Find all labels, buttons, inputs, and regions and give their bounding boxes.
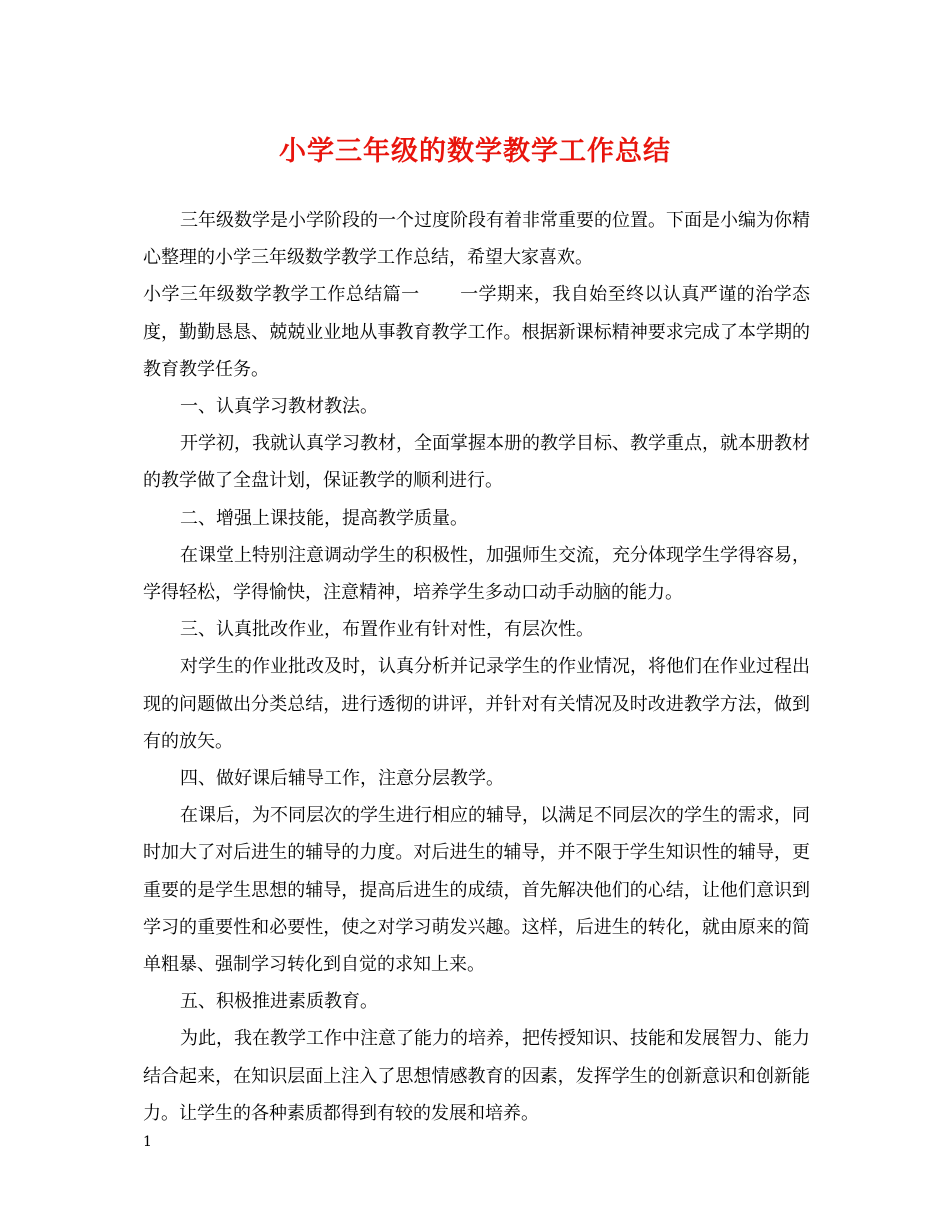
paragraph-2: 在课堂上特别注意调动学生的积极性，加强师生交流，充分体现学生学得容易，学得轻松，学得愉快，注意精神，培养学生多动口动手动脑的能力。 — [143, 544, 810, 604]
heading-3: 三、认真批改作业，布置作业有针对性，有层次性。 — [180, 619, 594, 641]
section-paragraph — [143, 276, 810, 388]
heading-4: 四、做好课后辅导工作，注意分层教学。 — [180, 768, 504, 790]
paragraph-3: 对学生的作业批改及时，认真分析并记录学生的作业情况，将他们在作业过程出现的问题做出分类总结，进行透彻的讲评，并针对有关情况及时改进教学方法，做到有的放矢。 — [143, 656, 810, 752]
heading-2: 二、增强上课技能，提高教学质量。 — [180, 507, 468, 529]
section-heading: 小学三年级数学教学工作总结篇一 — [143, 284, 420, 306]
paragraph-1: 开学初，我就认真学习教材，全面掌握本册的教学目标、教学重点，就本册教材的教学做了全盘计划，保证教学的顺利进行。 — [143, 433, 810, 492]
document-body — [143, 202, 810, 1132]
intro-paragraph: 三年级数学是小学阶段的一个过度阶段有着非常重要的位置。下面是小编为你精心整理的小学三年级数学教学工作总结，希望大家喜欢。 — [143, 210, 810, 269]
heading-1: 一、认真学习教材教法。 — [180, 396, 378, 418]
document-title: 小学三年级的数学教学工作总结 — [279, 136, 671, 167]
paragraph-4: 在课后，为不同层次的学生进行相应的辅导，以满足不同层次的学生的需求，同时加大了对后进生的辅导的力度。对后进生的辅导，并不限于学生知识性的辅导，更重要的是学生思想的辅导，提高后进生的成绩，首先解决他们的心结，让他们意识到学习的重要性和必要性，使之对学习萌发兴趣。这样，后进生的转化，就由原来的简单粗暴、强制学习转化到自觉的求知上来。 — [143, 805, 810, 976]
paragraph-5: 为此，我在教学工作中注意了能力的培养，把传授知识、技能和发展智力、能力结合起来，在知识层面上注入了思想情感教育的因素，发挥学生的创新意识和创新能力。让学生的各种素质都得到有较的发展和培养。 — [143, 1028, 810, 1124]
heading-5: 五、积极推进素质教育。 — [180, 991, 378, 1013]
page-number: 1 — [143, 1134, 152, 1150]
section-opening: 一学期来，我自始至终以认真严谨的治学态度，勤勤恳恳、兢兢业业地从事教育教学工作。根据新课标精神要求完成了本学期的教育教学任务。 — [143, 284, 811, 380]
